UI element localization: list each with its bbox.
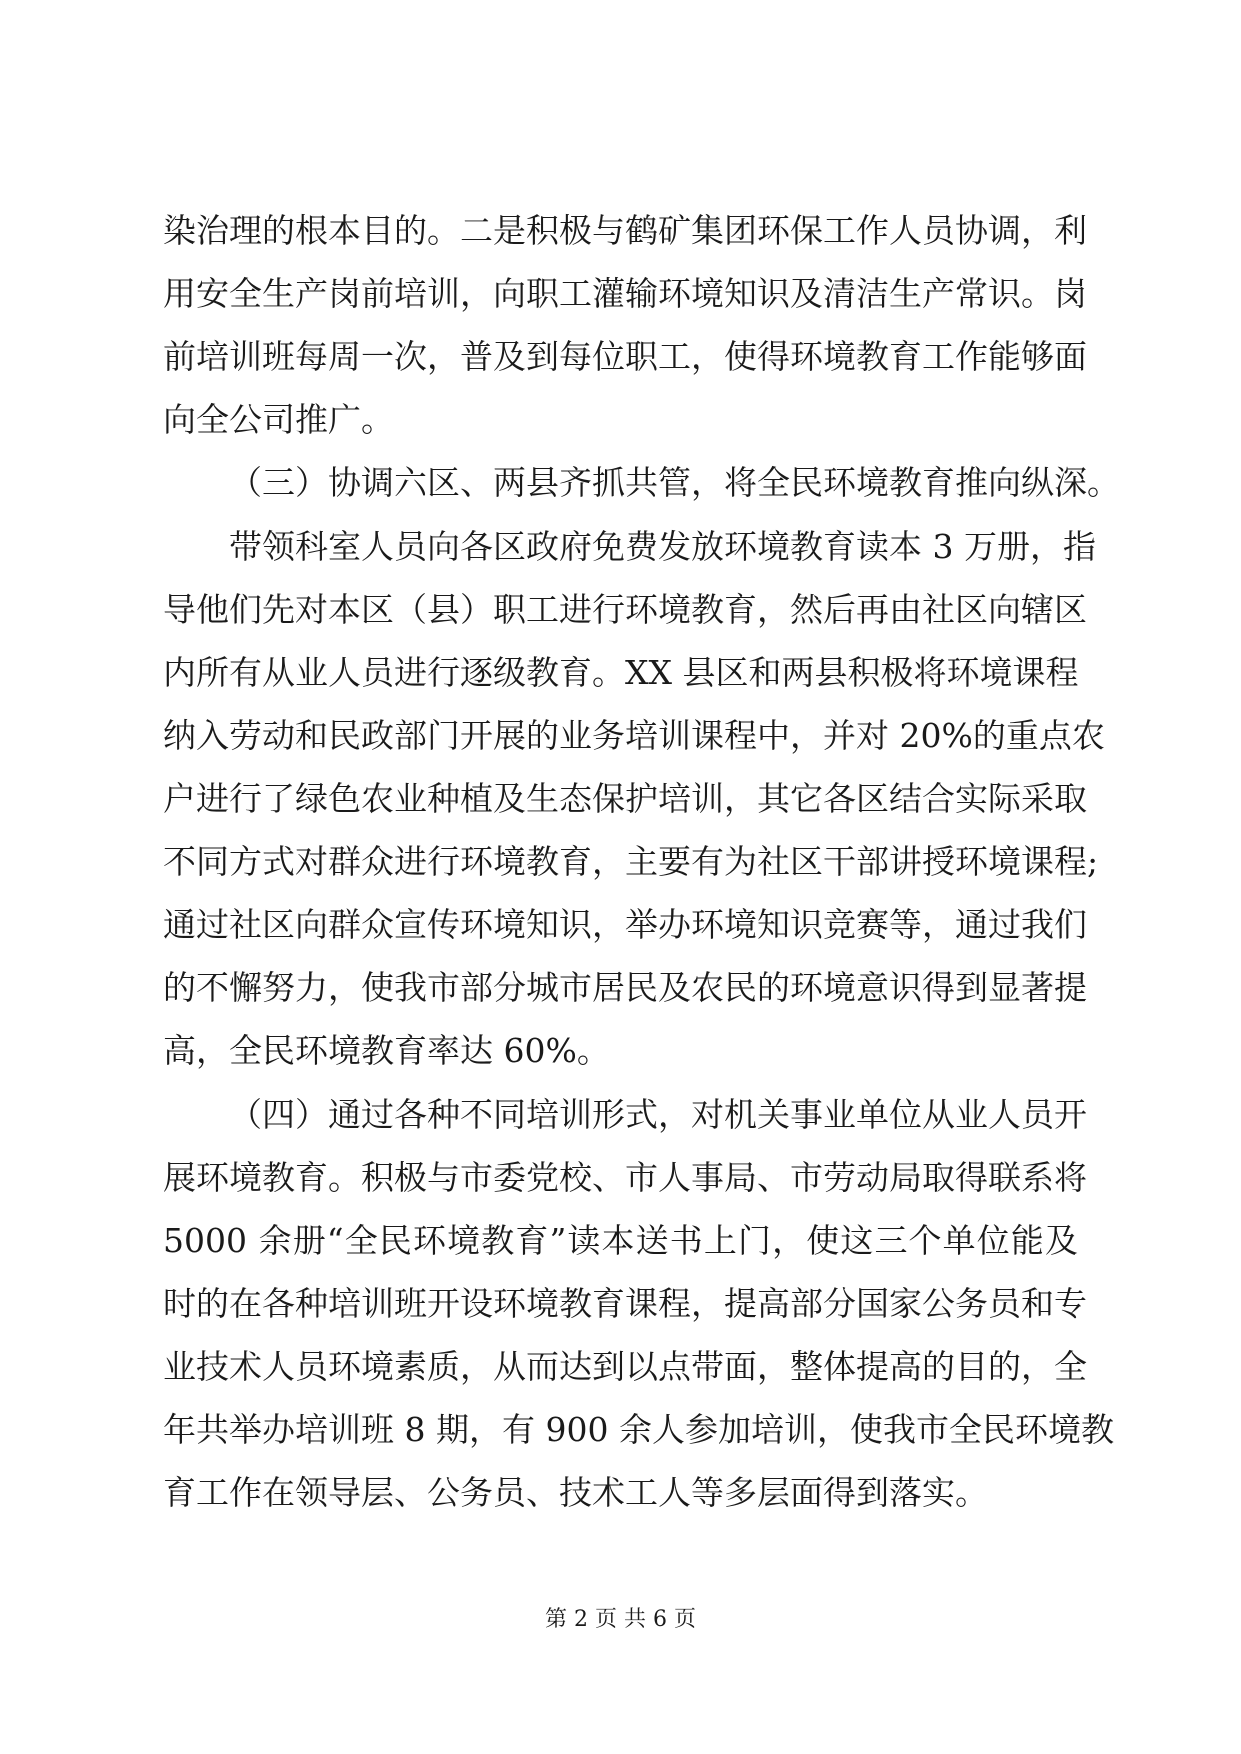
section-heading-3: （三）协调六区、两县齐抓共管，将全民环境教育推向纵深。 (229, 463, 1120, 502)
body-text-line: 内所有从业人员进行逐级教育。XX 县区和两县积极将环境课程 (163, 653, 1079, 692)
body-text-line: 用安全生产岗前培训，向职工灌输环境知识及清洁生产常识。岗 (163, 274, 1087, 313)
body-text-line: 户进行了绿色农业种植及生态保护培训，其它各区结合实际采取 (163, 779, 1087, 818)
page-number-footer: 第 2 页 共 6 页 (545, 1607, 696, 1632)
body-text-line: 带领科室人员向各区政府免费发放环境教育读本 3 万册，指 (229, 527, 1096, 566)
body-text-line: 育工作在领导层、公务员、技术工人等多层面得到落实。 (163, 1473, 988, 1512)
section-heading-4: （四）通过各种不同培训形式，对机关事业单位从业人员开 (229, 1095, 1087, 1134)
body-text-line: 导他们先对本区（县）职工进行环境教育，然后再由社区向辖区 (163, 590, 1087, 629)
body-text-line: 高，全民环境教育率达 60%。 (163, 1031, 610, 1070)
body-text-line: 时的在各种培训班开设环境教育课程，提高部分国家公务员和专 (163, 1284, 1087, 1323)
body-text-line: 通过社区向群众宣传环境知识，举办环境知识竞赛等，通过我们 (163, 905, 1087, 944)
body-text-line: 年共举办培训班 8 期，有 900 余人参加培训，使我市全民环境教 (163, 1410, 1114, 1449)
body-text-line: 5000 余册“全民环境教育”读本送书上门，使这三个单位能及 (163, 1221, 1078, 1260)
body-text-line: 不同方式对群众进行环境教育，主要有为社区干部讲授环境课程; (163, 842, 1099, 881)
body-text-line: 向全公司推广。 (163, 400, 394, 439)
body-text-line: 前培训班每周一次，普及到每位职工，使得环境教育工作能够面 (163, 337, 1087, 376)
body-text-line: 展环境教育。积极与市委党校、市人事局、市劳动局取得联系将 (163, 1158, 1087, 1197)
body-text-line: 的不懈努力，使我市部分城市居民及农民的环境意识得到显著提 (163, 968, 1087, 1007)
body-text-line: 染治理的根本目的。二是积极与鹤矿集团环保工作人员协调，利 (163, 211, 1087, 250)
body-text-line: 业技术人员环境素质，从而达到以点带面，整体提高的目的，全 (163, 1347, 1087, 1386)
body-text-line: 纳入劳动和民政部门开展的业务培训课程中，并对 20%的重点农 (163, 716, 1105, 755)
